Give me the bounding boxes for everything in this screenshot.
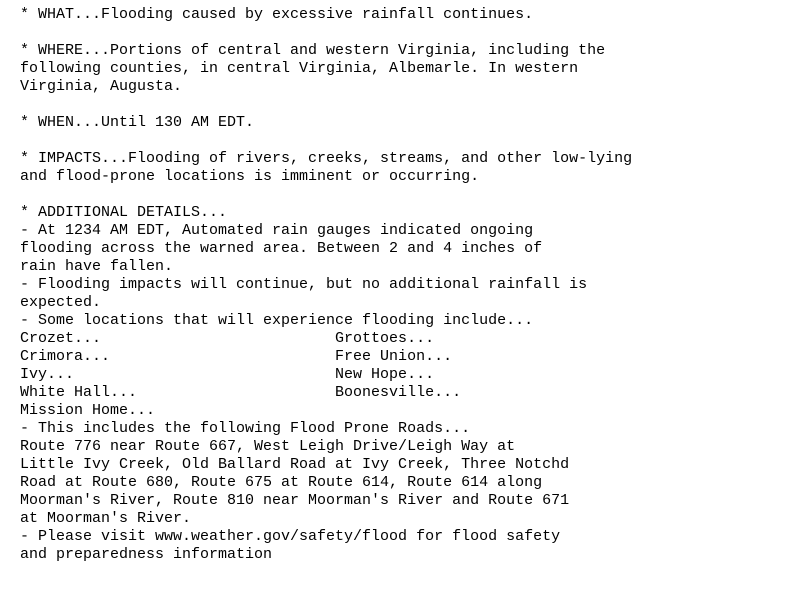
flood-warning-bulletin: * WHAT...Flooding caused by excessive rainfall continues. * WHERE...Portions of central and western Virginia, including the following counties, in central Virginia, Albemarle. In western Virginia, Augusta. * WHEN...Until 130 AM EDT. * IMPACTS...Flooding of rivers, creeks, streams, and other low-lying and flood-prone locations is imminent or occurring. * ADDITIONAL DETAILS... - At 1234 AM EDT, Automated rain gauges indicated ongoing flooding across the warned area. Between 2 and 4 inches of rain have fallen. - Flooding impacts will continue, but no additional rainfall is expected. - Some locations that will experience flooding include... Crozet... Grottoes... Crimora... Free Union... Ivy... New Hope... White Hall... Boonesville... Mission Home... - This includes the following Flood Prone Roads... Route 776 near Route 667, West Leigh Drive/Leigh Way at Little Ivy Creek, Old Ballard Road at Ivy Creek, Three Notchd Road at Route 680, Route 675 at Route 614, Route 614 along Moorman's River, Route 810 near Moorman's River and Route 671 at Moorman's River. - Please visit www.weather.gov/safety/flood for flood safety and preparedness information [20, 6, 633, 563]
